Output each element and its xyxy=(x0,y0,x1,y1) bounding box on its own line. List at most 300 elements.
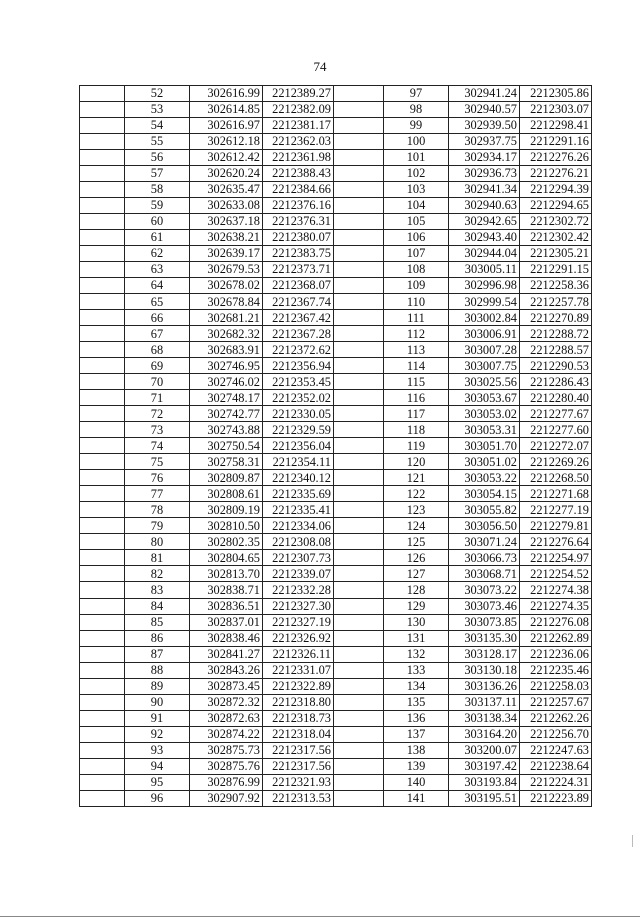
y-coordinate: 2212317.56 xyxy=(263,758,334,774)
blank-cell xyxy=(80,630,125,646)
y-coordinate: 2212276.64 xyxy=(520,534,592,550)
x-coordinate: 302813.70 xyxy=(190,566,263,582)
y-coordinate: 2212384.66 xyxy=(263,182,334,198)
point-number: 96 xyxy=(125,790,190,806)
blank-cell xyxy=(80,758,125,774)
point-number: 100 xyxy=(384,134,449,150)
point-number: 88 xyxy=(125,662,190,678)
y-coordinate: 2212276.26 xyxy=(520,150,592,166)
x-coordinate: 303138.34 xyxy=(449,710,520,726)
blank-cell xyxy=(80,182,125,198)
point-number: 61 xyxy=(125,230,190,246)
point-number: 68 xyxy=(125,342,190,358)
blank-cell xyxy=(80,598,125,614)
x-coordinate: 302876.99 xyxy=(190,774,263,790)
blank-cell xyxy=(80,102,125,118)
x-coordinate: 303053.31 xyxy=(449,422,520,438)
blank-cell xyxy=(80,566,125,582)
blank-cell xyxy=(80,710,125,726)
x-coordinate: 302743.88 xyxy=(190,422,263,438)
blank-cell xyxy=(334,294,384,310)
point-number: 53 xyxy=(125,102,190,118)
point-number: 131 xyxy=(384,630,449,646)
table-row xyxy=(80,550,592,566)
point-number: 132 xyxy=(384,646,449,662)
blank-cell xyxy=(80,534,125,550)
x-coordinate: 302934.17 xyxy=(449,150,520,166)
table-row xyxy=(80,502,592,518)
y-coordinate: 2212288.57 xyxy=(520,342,592,358)
point-number: 75 xyxy=(125,454,190,470)
x-coordinate: 302940.57 xyxy=(449,102,520,118)
table-row xyxy=(80,294,592,310)
point-number: 94 xyxy=(125,758,190,774)
point-number: 109 xyxy=(384,278,449,294)
blank-cell xyxy=(334,262,384,278)
y-coordinate: 2212257.67 xyxy=(520,694,592,710)
point-number: 113 xyxy=(384,342,449,358)
point-number: 58 xyxy=(125,182,190,198)
point-number: 115 xyxy=(384,374,449,390)
y-coordinate: 2212330.05 xyxy=(263,406,334,422)
table-row xyxy=(80,694,592,710)
x-coordinate: 302678.02 xyxy=(190,278,263,294)
blank-cell xyxy=(80,150,125,166)
x-coordinate: 302635.47 xyxy=(190,182,263,198)
point-number: 52 xyxy=(125,86,190,102)
point-number: 123 xyxy=(384,502,449,518)
table-row xyxy=(80,774,592,790)
y-coordinate: 2212326.11 xyxy=(263,646,334,662)
blank-cell xyxy=(334,422,384,438)
point-number: 122 xyxy=(384,486,449,502)
blank-cell xyxy=(80,294,125,310)
point-number: 127 xyxy=(384,566,449,582)
blank-cell xyxy=(334,598,384,614)
table-row xyxy=(80,486,592,502)
blank-cell xyxy=(80,470,125,486)
blank-cell xyxy=(80,166,125,182)
blank-cell xyxy=(80,310,125,326)
y-coordinate: 2212277.60 xyxy=(520,422,592,438)
y-coordinate: 2212286.43 xyxy=(520,374,592,390)
x-coordinate: 302679.53 xyxy=(190,262,263,278)
blank-cell xyxy=(334,438,384,454)
x-coordinate: 302907.92 xyxy=(190,790,263,806)
y-coordinate: 2212280.40 xyxy=(520,390,592,406)
y-coordinate: 2212257.78 xyxy=(520,294,592,310)
table-row xyxy=(80,790,592,806)
x-coordinate: 302836.51 xyxy=(190,598,263,614)
x-coordinate: 302837.01 xyxy=(190,614,263,630)
x-coordinate: 302999.54 xyxy=(449,294,520,310)
point-number: 126 xyxy=(384,550,449,566)
table-row xyxy=(80,630,592,646)
blank-cell xyxy=(80,262,125,278)
x-coordinate: 302940.63 xyxy=(449,198,520,214)
y-coordinate: 2212340.12 xyxy=(263,470,334,486)
table-row xyxy=(80,262,592,278)
point-number: 116 xyxy=(384,390,449,406)
point-number: 133 xyxy=(384,662,449,678)
x-coordinate: 303056.50 xyxy=(449,518,520,534)
x-coordinate: 302746.95 xyxy=(190,358,263,374)
x-coordinate: 303053.02 xyxy=(449,406,520,422)
x-coordinate: 302639.17 xyxy=(190,246,263,262)
blank-cell xyxy=(334,566,384,582)
y-coordinate: 2212313.53 xyxy=(263,790,334,806)
scan-mark xyxy=(632,835,633,847)
blank-cell xyxy=(80,214,125,230)
point-number: 57 xyxy=(125,166,190,182)
blank-cell xyxy=(80,438,125,454)
blank-cell xyxy=(80,406,125,422)
table-row xyxy=(80,438,592,454)
y-coordinate: 2212352.02 xyxy=(263,390,334,406)
y-coordinate: 2212361.98 xyxy=(263,150,334,166)
table-row xyxy=(80,566,592,582)
blank-cell xyxy=(334,694,384,710)
blank-cell xyxy=(334,582,384,598)
point-number: 66 xyxy=(125,310,190,326)
blank-cell xyxy=(334,102,384,118)
x-coordinate: 303195.51 xyxy=(449,790,520,806)
point-number: 95 xyxy=(125,774,190,790)
point-number: 56 xyxy=(125,150,190,166)
blank-cell xyxy=(334,742,384,758)
point-number: 78 xyxy=(125,502,190,518)
blank-cell xyxy=(80,118,125,134)
point-number: 67 xyxy=(125,326,190,342)
x-coordinate: 303130.18 xyxy=(449,662,520,678)
coordinates-table xyxy=(79,85,592,807)
point-number: 59 xyxy=(125,198,190,214)
y-coordinate: 2212334.06 xyxy=(263,518,334,534)
y-coordinate: 2212276.21 xyxy=(520,166,592,182)
x-coordinate: 302875.76 xyxy=(190,758,263,774)
blank-cell xyxy=(334,614,384,630)
y-coordinate: 2212272.07 xyxy=(520,438,592,454)
blank-cell xyxy=(80,790,125,806)
point-number: 71 xyxy=(125,390,190,406)
y-coordinate: 2212317.56 xyxy=(263,742,334,758)
y-coordinate: 2212388.43 xyxy=(263,166,334,182)
table-row xyxy=(80,646,592,662)
x-coordinate: 303197.42 xyxy=(449,758,520,774)
y-coordinate: 2212356.94 xyxy=(263,358,334,374)
point-number: 101 xyxy=(384,150,449,166)
x-coordinate: 302810.50 xyxy=(190,518,263,534)
point-number: 55 xyxy=(125,134,190,150)
y-coordinate: 2212380.07 xyxy=(263,230,334,246)
blank-cell xyxy=(80,646,125,662)
y-coordinate: 2212288.72 xyxy=(520,326,592,342)
x-coordinate: 302616.99 xyxy=(190,86,263,102)
table-row xyxy=(80,518,592,534)
point-number: 98 xyxy=(384,102,449,118)
point-number: 140 xyxy=(384,774,449,790)
point-number: 107 xyxy=(384,246,449,262)
blank-cell xyxy=(334,758,384,774)
blank-cell xyxy=(80,502,125,518)
point-number: 86 xyxy=(125,630,190,646)
blank-cell xyxy=(334,198,384,214)
y-coordinate: 2212294.39 xyxy=(520,182,592,198)
table-row xyxy=(80,102,592,118)
x-coordinate: 302614.85 xyxy=(190,102,263,118)
point-number: 69 xyxy=(125,358,190,374)
y-coordinate: 2212332.28 xyxy=(263,582,334,598)
blank-cell xyxy=(334,246,384,262)
point-number: 82 xyxy=(125,566,190,582)
point-number: 99 xyxy=(384,118,449,134)
point-number: 85 xyxy=(125,614,190,630)
y-coordinate: 2212356.04 xyxy=(263,438,334,454)
point-number: 54 xyxy=(125,118,190,134)
x-coordinate: 303006.91 xyxy=(449,326,520,342)
y-coordinate: 2212258.03 xyxy=(520,678,592,694)
x-coordinate: 302750.54 xyxy=(190,438,263,454)
blank-cell xyxy=(334,790,384,806)
point-number: 76 xyxy=(125,470,190,486)
blank-cell xyxy=(80,550,125,566)
point-number: 139 xyxy=(384,758,449,774)
x-coordinate: 302943.40 xyxy=(449,230,520,246)
blank-cell xyxy=(334,326,384,342)
x-coordinate: 303068.71 xyxy=(449,566,520,582)
x-coordinate: 303073.46 xyxy=(449,598,520,614)
point-number: 104 xyxy=(384,198,449,214)
blank-cell xyxy=(334,726,384,742)
y-coordinate: 2212276.08 xyxy=(520,614,592,630)
table-row xyxy=(80,534,592,550)
y-coordinate: 2212339.07 xyxy=(263,566,334,582)
y-coordinate: 2212254.52 xyxy=(520,566,592,582)
blank-cell xyxy=(334,166,384,182)
x-coordinate: 302809.19 xyxy=(190,502,263,518)
x-coordinate: 303051.70 xyxy=(449,438,520,454)
blank-cell xyxy=(334,342,384,358)
y-coordinate: 2212354.11 xyxy=(263,454,334,470)
table-row xyxy=(80,150,592,166)
y-coordinate: 2212302.42 xyxy=(520,230,592,246)
blank-cell xyxy=(80,326,125,342)
y-coordinate: 2212302.72 xyxy=(520,214,592,230)
blank-cell xyxy=(334,534,384,550)
x-coordinate: 302873.45 xyxy=(190,678,263,694)
x-coordinate: 302872.63 xyxy=(190,710,263,726)
blank-cell xyxy=(80,454,125,470)
point-number: 106 xyxy=(384,230,449,246)
table-row xyxy=(80,198,592,214)
table-row xyxy=(80,598,592,614)
y-coordinate: 2212389.27 xyxy=(263,86,334,102)
blank-cell xyxy=(80,694,125,710)
point-number: 92 xyxy=(125,726,190,742)
blank-cell xyxy=(334,230,384,246)
table-row xyxy=(80,758,592,774)
point-number: 105 xyxy=(384,214,449,230)
blank-cell xyxy=(334,646,384,662)
blank-cell xyxy=(80,358,125,374)
table-row xyxy=(80,390,592,406)
point-number: 124 xyxy=(384,518,449,534)
table-row xyxy=(80,166,592,182)
blank-cell xyxy=(334,774,384,790)
table-row xyxy=(80,182,592,198)
x-coordinate: 302838.46 xyxy=(190,630,263,646)
point-number: 64 xyxy=(125,278,190,294)
point-number: 77 xyxy=(125,486,190,502)
blank-cell xyxy=(334,150,384,166)
table-row xyxy=(80,662,592,678)
x-coordinate: 302809.87 xyxy=(190,470,263,486)
x-coordinate: 303137.11 xyxy=(449,694,520,710)
y-coordinate: 2212327.30 xyxy=(263,598,334,614)
point-number: 63 xyxy=(125,262,190,278)
y-coordinate: 2212367.74 xyxy=(263,294,334,310)
y-coordinate: 2212382.09 xyxy=(263,102,334,118)
y-coordinate: 2212376.31 xyxy=(263,214,334,230)
y-coordinate: 2212368.07 xyxy=(263,278,334,294)
y-coordinate: 2212308.08 xyxy=(263,534,334,550)
y-coordinate: 2212307.73 xyxy=(263,550,334,566)
blank-cell xyxy=(80,390,125,406)
y-coordinate: 2212376.16 xyxy=(263,198,334,214)
blank-cell xyxy=(80,726,125,742)
blank-cell xyxy=(80,662,125,678)
point-number: 141 xyxy=(384,790,449,806)
blank-cell xyxy=(80,614,125,630)
y-coordinate: 2212256.70 xyxy=(520,726,592,742)
blank-cell xyxy=(80,230,125,246)
point-number: 102 xyxy=(384,166,449,182)
y-coordinate: 2212318.04 xyxy=(263,726,334,742)
point-number: 137 xyxy=(384,726,449,742)
point-number: 125 xyxy=(384,534,449,550)
blank-cell xyxy=(80,582,125,598)
x-coordinate: 302937.75 xyxy=(449,134,520,150)
point-number: 138 xyxy=(384,742,449,758)
table-row xyxy=(80,86,592,102)
table-row xyxy=(80,726,592,742)
table-row xyxy=(80,278,592,294)
x-coordinate: 303193.84 xyxy=(449,774,520,790)
y-coordinate: 2212277.19 xyxy=(520,502,592,518)
point-number: 111 xyxy=(384,310,449,326)
y-coordinate: 2212335.69 xyxy=(263,486,334,502)
point-number: 89 xyxy=(125,678,190,694)
blank-cell xyxy=(80,422,125,438)
x-coordinate: 302638.21 xyxy=(190,230,263,246)
point-number: 84 xyxy=(125,598,190,614)
x-coordinate: 302616.97 xyxy=(190,118,263,134)
y-coordinate: 2212303.07 xyxy=(520,102,592,118)
point-number: 114 xyxy=(384,358,449,374)
table-row xyxy=(80,582,592,598)
x-coordinate: 302612.18 xyxy=(190,134,263,150)
blank-cell xyxy=(334,470,384,486)
x-coordinate: 303073.22 xyxy=(449,582,520,598)
x-coordinate: 302875.73 xyxy=(190,742,263,758)
y-coordinate: 2212291.16 xyxy=(520,134,592,150)
table-row xyxy=(80,422,592,438)
y-coordinate: 2212274.38 xyxy=(520,582,592,598)
point-number: 129 xyxy=(384,598,449,614)
y-coordinate: 2212269.26 xyxy=(520,454,592,470)
x-coordinate: 303054.15 xyxy=(449,486,520,502)
blank-cell xyxy=(334,358,384,374)
blank-cell xyxy=(334,630,384,646)
blank-cell xyxy=(334,214,384,230)
blank-cell xyxy=(334,182,384,198)
blank-cell xyxy=(80,134,125,150)
y-coordinate: 2212305.21 xyxy=(520,246,592,262)
x-coordinate: 303007.28 xyxy=(449,342,520,358)
point-number: 134 xyxy=(384,678,449,694)
x-coordinate: 302944.04 xyxy=(449,246,520,262)
point-number: 135 xyxy=(384,694,449,710)
x-coordinate: 302683.91 xyxy=(190,342,263,358)
x-coordinate: 303053.22 xyxy=(449,470,520,486)
blank-cell xyxy=(80,678,125,694)
point-number: 72 xyxy=(125,406,190,422)
blank-cell xyxy=(334,118,384,134)
y-coordinate: 2212224.31 xyxy=(520,774,592,790)
point-number: 112 xyxy=(384,326,449,342)
y-coordinate: 2212335.41 xyxy=(263,502,334,518)
y-coordinate: 2212236.06 xyxy=(520,646,592,662)
blank-cell xyxy=(334,406,384,422)
x-coordinate: 302804.65 xyxy=(190,550,263,566)
y-coordinate: 2212262.26 xyxy=(520,710,592,726)
x-coordinate: 302746.02 xyxy=(190,374,263,390)
x-coordinate: 302941.24 xyxy=(449,86,520,102)
y-coordinate: 2212298.41 xyxy=(520,118,592,134)
point-number: 121 xyxy=(384,470,449,486)
x-coordinate: 303051.02 xyxy=(449,454,520,470)
y-coordinate: 2212254.97 xyxy=(520,550,592,566)
y-coordinate: 2212305.86 xyxy=(520,86,592,102)
x-coordinate: 302678.84 xyxy=(190,294,263,310)
x-coordinate: 303055.82 xyxy=(449,502,520,518)
point-number: 130 xyxy=(384,614,449,630)
x-coordinate: 302742.77 xyxy=(190,406,263,422)
point-number: 80 xyxy=(125,534,190,550)
table-row xyxy=(80,710,592,726)
y-coordinate: 2212373.71 xyxy=(263,262,334,278)
x-coordinate: 302936.73 xyxy=(449,166,520,182)
table-row xyxy=(80,454,592,470)
x-coordinate: 302996.98 xyxy=(449,278,520,294)
point-number: 97 xyxy=(384,86,449,102)
x-coordinate: 302620.24 xyxy=(190,166,263,182)
y-coordinate: 2212268.50 xyxy=(520,470,592,486)
x-coordinate: 303053.67 xyxy=(449,390,520,406)
y-coordinate: 2212367.42 xyxy=(263,310,334,326)
x-coordinate: 302682.32 xyxy=(190,326,263,342)
point-number: 136 xyxy=(384,710,449,726)
blank-cell xyxy=(334,134,384,150)
y-coordinate: 2212262.89 xyxy=(520,630,592,646)
point-number: 70 xyxy=(125,374,190,390)
y-coordinate: 2212277.67 xyxy=(520,406,592,422)
blank-cell xyxy=(80,742,125,758)
x-coordinate: 303164.20 xyxy=(449,726,520,742)
x-coordinate: 303007.75 xyxy=(449,358,520,374)
x-coordinate: 302637.18 xyxy=(190,214,263,230)
blank-cell xyxy=(334,86,384,102)
